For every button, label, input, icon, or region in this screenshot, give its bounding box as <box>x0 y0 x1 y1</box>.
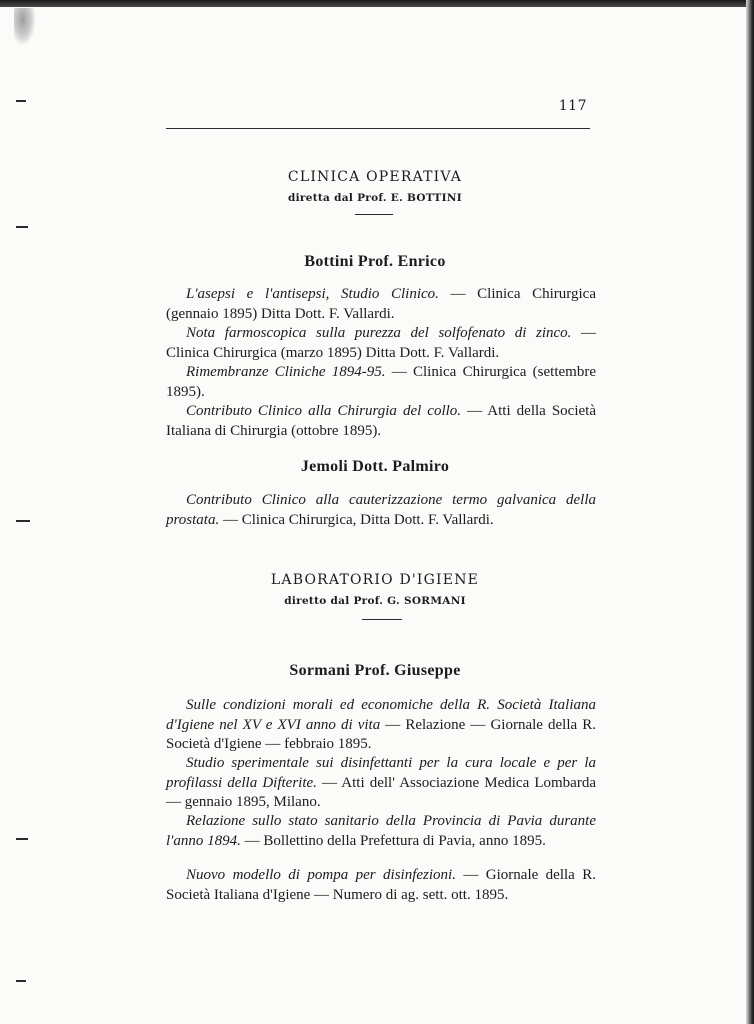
entry-source: — Giornale della R. Società Italiana d'Igiene — Numero di ag. sett. ott. 1895. <box>166 867 596 903</box>
author-heading: Jemoli Dott. Palmiro <box>300 458 450 475</box>
section-director: diretta dal Prof. E. BOTTINI <box>288 192 462 204</box>
bibliography-entry <box>166 491 596 530</box>
section-title-laboratorio-igiene: LABORATORIO D'IGIENE <box>270 572 480 588</box>
entry-source: — Clinica Chirurgica (settembre 1895). <box>166 364 596 400</box>
section-director: diretto dal Prof. G. SORMANI <box>284 595 466 607</box>
margin-mark <box>16 520 30 522</box>
entry-source: — Clinica Chirurgica (gennaio 1895) Ditta Dott. F. Vallardi. <box>166 286 596 322</box>
bibliography-entry <box>166 696 596 755</box>
bibliography-entry <box>166 402 596 441</box>
header-rule <box>166 128 590 129</box>
bibliography-entry <box>166 324 596 363</box>
entry-title: Sulle condizioni morali ed economiche della R. Società Italiana d'Igiene nel XV e XVI anno di vita <box>166 697 596 733</box>
scan-smudge <box>14 8 36 46</box>
scan-right-edge <box>746 0 754 1024</box>
scan-top-edge <box>0 0 754 7</box>
section-divider <box>362 619 402 620</box>
page-number: 117 <box>558 98 587 114</box>
bibliography-entry <box>166 285 596 324</box>
entry-source: — Clinica Chirurgica, Ditta Dott. F. Vallardi. <box>219 511 494 528</box>
bibliography-entry <box>166 866 596 905</box>
entry-source: — Atti della Società Italiana di Chirurgia (ottobre 1895). <box>166 403 596 439</box>
margin-mark <box>16 100 26 102</box>
margin-mark <box>16 980 26 982</box>
entry-title: L'asepsi e l'antisepsi, Studio Clinico. <box>186 286 439 302</box>
entry-title: Contributo Clinico alla Chirurgia del collo. <box>186 403 462 419</box>
bibliography-entry <box>166 363 596 402</box>
entry-title: Nuovo modello di pompa per disinfezioni. <box>186 867 456 883</box>
entry-title: Nota farmoscopica sulla purezza del solfofenato di zinco. <box>186 325 572 341</box>
entry-title: Studio sperimentale sui disinfettanti per la cura locale e per la profilassi della Difterite. <box>166 755 596 791</box>
entry-source: — Clinica Chirurgica (marzo 1895) Ditta Dott. F. Vallardi. <box>166 325 597 361</box>
entry-title: Rimembranze Cliniche 1894-95. <box>186 364 386 380</box>
entry-title: Contributo Clinico alla cauterizzazione termo galvanica della prostata. <box>166 492 596 528</box>
margin-mark <box>16 838 28 840</box>
entry-source: — Relazione — Giornale della R. Società d'Igiene — febbraio 1895. <box>166 716 596 752</box>
bibliography-entry <box>166 754 596 813</box>
entry-source: — Bollettino della Prefettura di Pavia, anno 1895. <box>240 832 546 849</box>
author-heading: Sormani Prof. Giuseppe <box>289 662 461 679</box>
section-divider <box>355 214 393 215</box>
section-title-clinica-operativa: CLINICA OPERATIVA <box>287 169 463 185</box>
entry-title: Relazione sullo stato sanitario della Provincia di Pavia durante l'anno 1894. <box>166 813 596 849</box>
bibliography-entry <box>166 812 596 851</box>
margin-mark <box>16 226 28 228</box>
entry-source: — Atti dell' Associazione Medica Lombarda — gennaio 1895, Milano. <box>166 774 596 810</box>
author-heading: Bottini Prof. Enrico <box>304 253 446 270</box>
